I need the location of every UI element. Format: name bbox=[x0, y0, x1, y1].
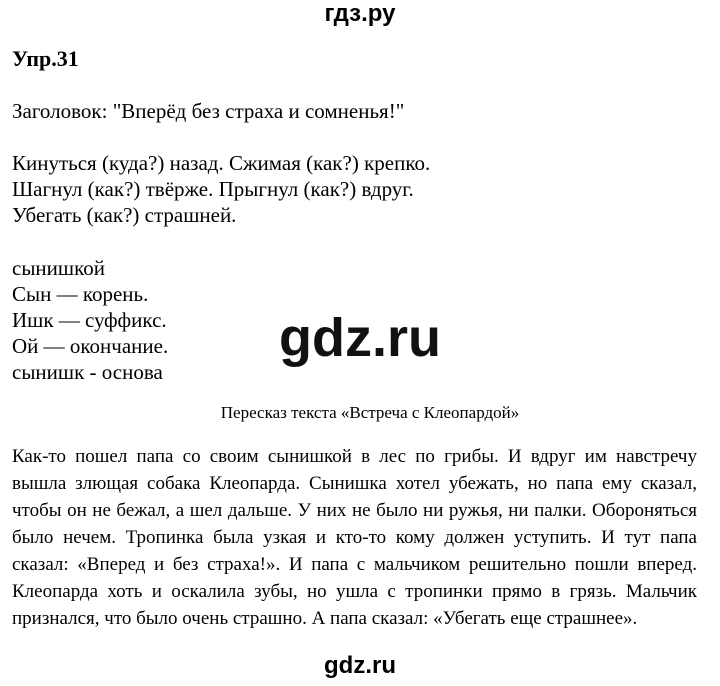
question-line-1: Кинуться (куда?) назад. Сжимая (как?) крепко. bbox=[12, 151, 431, 175]
question-line-2: Шагнул (как?) твёрже. Прыгнул (как?) вдруг. bbox=[12, 177, 414, 201]
watermark-logo: gdz.ru bbox=[279, 308, 441, 368]
morpheme-stem: сынишк - основа bbox=[12, 360, 163, 384]
site-header-logo: гдз.ру bbox=[324, 0, 396, 27]
morpheme-suffix: Ишк — суффикс. bbox=[12, 308, 167, 332]
question-line-3: Убегать (как?) страшней. bbox=[12, 203, 237, 227]
morpheme-root: Сын — корень. bbox=[12, 282, 149, 306]
heading-line: Заголовок: "Вперёд без страха и сомненья!" bbox=[12, 99, 405, 123]
site-footer-logo: gdz.ru bbox=[324, 652, 396, 679]
morpheme-ending: Ой — окончание. bbox=[12, 334, 169, 358]
exercise-title: Упр.31 bbox=[12, 46, 79, 71]
morpheme-word: сынишкой bbox=[12, 256, 105, 280]
retell-title: Пересказ текста «Встреча с Клеопардой» bbox=[220, 403, 520, 422]
retell-paragraph: Как-то пошел папа со своим сынишкой в лес по грибы. И вдруг им навстречу вышла злющая собака Клеопарда. Сынишка хотел убежать, но папа ему сказал, чтобы он не бежал, а шел дальше. У них не было ни ружья, ни палки. Обороняться было нечем. Тропинка была узкая и кто-то кому должен уступить. И тут папа сказал: «Вперед и без страха!». И папа с мальчиком решительно пошли вперед. Клеопарда хоть и оскалила зубы, но ушла с тропинки прямо в грязь. Мальчик признался, что было очень страшно. А папа сказал: «Убегать еще страшнее». bbox=[12, 446, 697, 629]
